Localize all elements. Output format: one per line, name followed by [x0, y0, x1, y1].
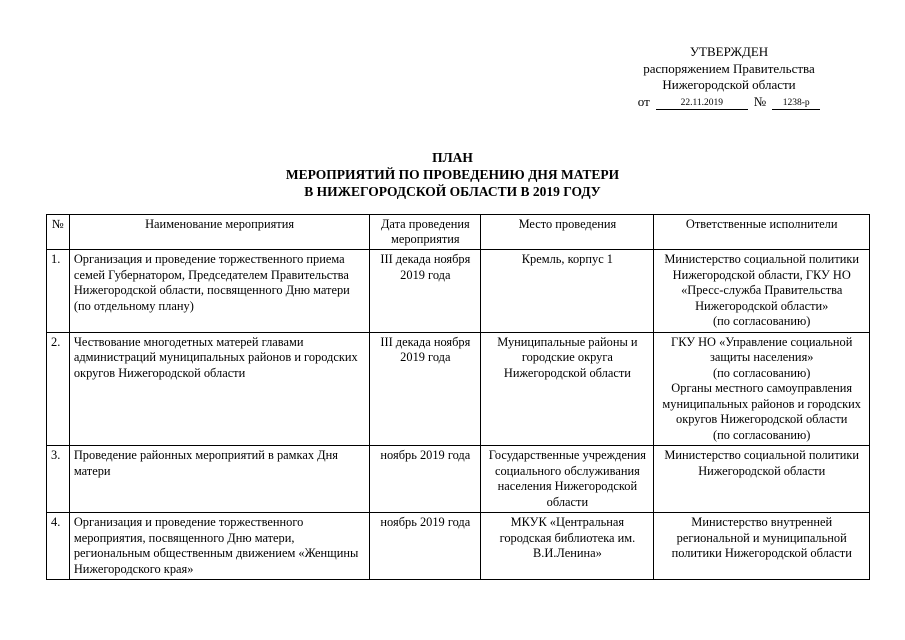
row-name: Чествование многодетных матерей главами администраций муниципальных районов и городских округов Нижегородской области	[69, 332, 369, 446]
row-date: ноябрь 2019 года	[370, 513, 481, 580]
responsible-part: Министерство социальной политики Нижегородской области	[664, 448, 860, 478]
row-num: 4.	[47, 513, 70, 580]
row-num: 1.	[47, 250, 70, 333]
title-line-3: В НИЖЕГОРОДСКОЙ ОБЛАСТИ В 2019 ГОДУ	[304, 184, 601, 199]
approval-number-label: №	[753, 93, 767, 109]
approval-heading: УТВЕРЖДЕН	[689, 44, 769, 59]
approval-date-line	[600, 94, 858, 111]
row-num: 3.	[47, 446, 70, 513]
responsible-part: Органы местного самоуправления муниципальных районов и городских округов Нижегородской области	[662, 381, 861, 426]
row-place: Кремль, корпус 1	[481, 250, 654, 333]
row-responsible	[654, 250, 870, 333]
row-place: Муниципальные районы и городские округа Нижегородской области	[481, 332, 654, 446]
approval-line-3: Нижегородской области	[662, 77, 796, 92]
row-date: III декада ноября 2019 года	[370, 332, 481, 446]
row-responsible	[654, 513, 870, 580]
title-line-2: МЕРОПРИЯТИЙ ПО ПРОВЕДЕНИЮ ДНЯ МАТЕРИ	[285, 167, 620, 182]
header-place: Место проведения	[481, 215, 654, 250]
responsible-part: (по согласованию)	[713, 427, 811, 442]
approval-date: 22.11.2019	[656, 97, 748, 110]
title-line-1: ПЛАН	[432, 150, 473, 165]
document-title	[0, 149, 905, 200]
header-date: Дата проведения мероприятия	[370, 215, 481, 250]
responsible-part: Министерство социальной политики Нижегородской области, ГКУ НО «Пресс-служба Правительства Нижегородской области»	[664, 252, 860, 313]
table-row	[47, 446, 870, 513]
row-place: Государственные учреждения социального обслуживания населения Нижегородской области	[481, 446, 654, 513]
responsible-part: Министерство внутренней региональной и муниципальной политики Нижегородской области	[671, 515, 852, 560]
row-date: ноябрь 2019 года	[370, 446, 481, 513]
table-row	[47, 332, 870, 446]
approval-line-2: распоряжением Правительства	[643, 60, 815, 76]
row-responsible	[654, 446, 870, 513]
header-responsible: Ответственные исполнители	[654, 215, 870, 250]
responsible-part: ГКУ НО «Управление социальной защиты населения»	[671, 334, 853, 364]
row-name: Проведение районных мероприятий в рамках Дня матери	[69, 446, 369, 513]
table-row	[47, 513, 870, 580]
row-responsible	[654, 332, 870, 446]
row-place: МКУК «Центральная городская библиотека им. В.И.Ленина»	[481, 513, 654, 580]
header-num: №	[47, 215, 70, 250]
table-header-row	[47, 215, 870, 250]
row-name: Организация и проведение торжественного приема семей Губернатором, Председателем Правительства Нижегородской области, посвященного Дню матери (по отдельному плану)	[69, 250, 369, 333]
approval-number: 1238-р	[772, 97, 820, 110]
responsible-part: (по согласованию)	[713, 365, 811, 380]
approval-from-label: от	[637, 93, 650, 109]
approval-stamp	[600, 44, 858, 110]
row-date: III декада ноября 2019 года	[370, 250, 481, 333]
header-name: Наименование мероприятия	[69, 215, 369, 250]
row-name: Организация и проведение торжественного мероприятия, посвященного Дню матери, региональным общественным движением «Женщины Нижегородского края»	[69, 513, 369, 580]
row-num: 2.	[47, 332, 70, 446]
events-table	[46, 214, 870, 580]
table-row	[47, 250, 870, 333]
responsible-part: (по согласованию)	[713, 314, 811, 328]
